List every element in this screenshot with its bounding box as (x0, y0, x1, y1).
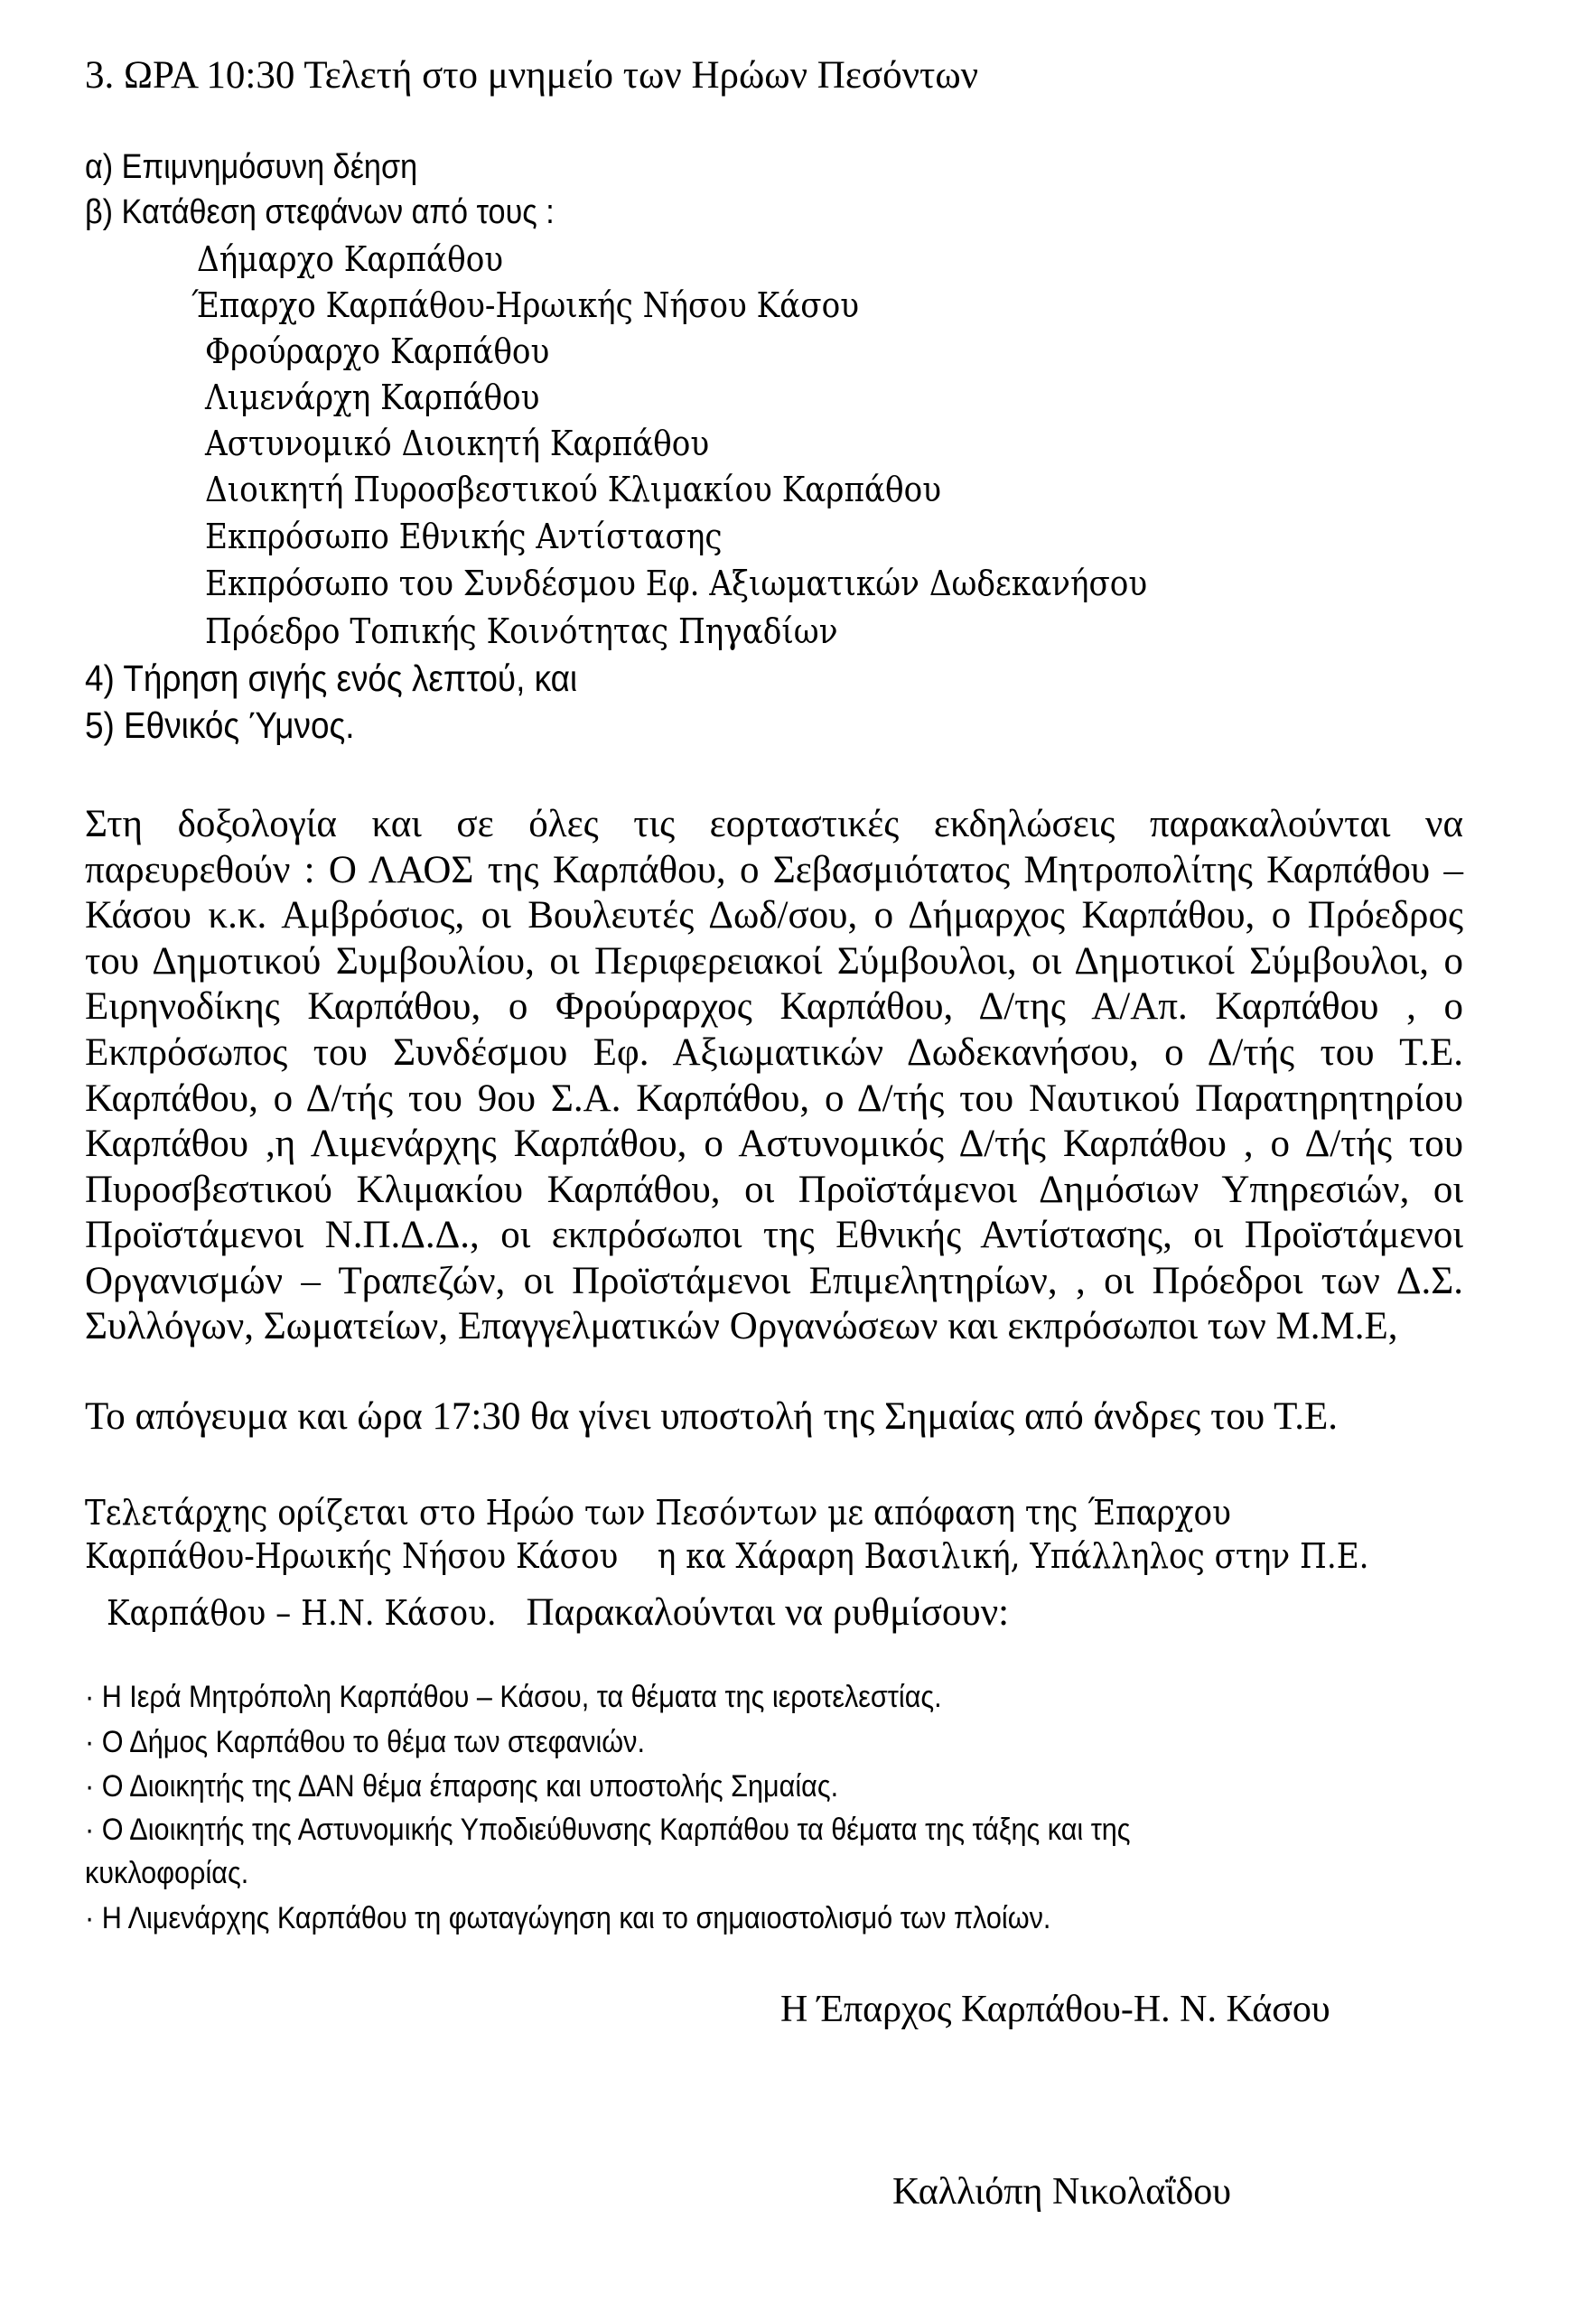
wreath-layer-item: Δήμαρχο Καρπάθου (197, 239, 504, 279)
responsibility-item: · Η Ιερά Μητρόπολη Καρπάθου – Κάσου, τα θέματα της ιεροτελεστίας. (85, 1680, 942, 1714)
responsibility-item: · Ο Δήμος Καρπάθου το θέμα των στεφανιών. (85, 1725, 645, 1759)
responsibility-item: · Ο Διοικητής της Αστυνομικής Υποδιεύθυνσης Καρπάθου τα θέματα της τάξης και της (85, 1813, 1131, 1847)
paragraph-line: του Δημοτικού Συμβουλίου, οι Περιφερειακοί Σύμβουλοι, οι Δημοτικοί Σύμβουλοι, ο (85, 940, 1463, 983)
paragraph-line: Κάσου κ.κ. Αμβρόσιος, οι Βουλευτές Δωδ/σου, ο Δήμαρχος Καρπάθου, ο Πρόεδρος (85, 894, 1463, 937)
paragraph-line: Καρπάθου, ο Δ/τής του 9ου Σ.Α. Καρπάθου, ο Δ/τής του Ναυτικού Παρατηρητηρίου (85, 1077, 1463, 1120)
ceremony-master-line: Καρπάθου-Ηρωικής Νήσου Κάσου η κα Χάραρη Βασιλική, Υπάλληλος στην Π.Ε. (85, 1536, 1369, 1576)
paragraph-line: Προϊστάμενοι Ν.Π.Δ.Δ., οι εκπρόσωποι της Εθνικής Αντίστασης, οι Προϊστάμενοι (85, 1214, 1463, 1256)
program-item-4: 4) Τήρηση σιγής ενός λεπτού, και (85, 657, 578, 699)
paragraph-line: Εκπρόσωπος του Συνδέσμου Εφ. Αξιωματικών Δωδεκανήσου, ο Δ/τής του Τ.Ε. (85, 1031, 1463, 1074)
responsibility-item: · Η Λιμενάρχης Καρπάθου τη φωταγώγηση και το σημαιοστολισμό των πλοίων. (85, 1901, 1051, 1935)
program-item-5: 5) Εθνικός Ύμνος. (85, 704, 355, 746)
ceremony-master-line (85, 1579, 1009, 1646)
wreath-layer-item: Λιμενάρχη Καρπάθου (205, 378, 540, 417)
paragraph-line: παρευρεθούν : Ο ΛΑΟΣ της Καρπάθου, ο Σεβασμιότατος Μητροπολίτης Καρπάθου – (85, 849, 1463, 891)
responsibility-item: · Ο Διοικητής της ΔΑΝ θέμα έπαρσης και υποστολής Σημαίας. (85, 1769, 839, 1804)
signature-name: Καλλιόπη Νικολαΐδου (892, 2171, 1232, 2213)
ceremony-master-line3-serif: Καρπάθου – Η.Ν. Κάσου. (107, 1593, 497, 1633)
paragraph-line: Στη δοξολογία και σε όλες τις εορταστικές εκδηλώσεις παρακαλούνται να (85, 803, 1463, 845)
paragraph-line: Οργανισμών – Τραπεζών, οι Προϊστάμενοι Επιμελητηρίων, , οι Πρόεδροι των Δ.Σ. (85, 1260, 1463, 1302)
program-item-b: β) Κατάθεση στεφάνων από τους : (85, 193, 555, 231)
wreath-layer-item: Εκπρόσωπο Εθνικής Αντίστασης (205, 517, 723, 556)
ceremony-master-line3-times: Παρακαλούνται να ρυθμίσουν: (516, 1591, 1010, 1634)
paragraph-line: Πυροσβεστικού Κλιμακίου Καρπάθου, οι Προϊστάμενοι Δημόσιων Υπηρεσιών, οι (85, 1169, 1463, 1211)
ceremony-master-line: Τελετάρχης ορίζεται στο Ηρώο των Πεσόντων με απόφαση της Έπαρχου (85, 1493, 1231, 1533)
paragraph-line: Ειρηνοδίκης Καρπάθου, ο Φρούραρχος Καρπάθου, Δ/της Α/Απ. Καρπάθου , ο (85, 985, 1463, 1028)
wreath-layer-item: Πρόεδρο Τοπικής Κοινότητας Πηγαδίων (205, 611, 838, 651)
signature-role: Η Έπαρχος Καρπάθου-Η. Ν. Κάσου (780, 1989, 1330, 2030)
wreath-layer-item: Αστυνομικό Διοικητή Καρπάθου (205, 424, 710, 463)
wreath-layer-item: Εκπρόσωπο του Συνδέσμου Εφ. Αξιωματικών Δωδεκανήσου (205, 564, 1148, 603)
wreath-layer-item: Φρούραρχο Καρπάθου (205, 331, 550, 371)
program-item-a: α) Επιμνημόσυνη δέηση (85, 148, 418, 186)
flag-lowering-note: Το απόγευμα και ώρα 17:30 θα γίνει υποστολή της Σημαίας από άνδρες του Τ.Ε. (85, 1395, 1338, 1438)
paragraph-line: Συλλόγων, Σωματείων, Επαγγελματικών Οργανώσεων και εκπρόσωποι των Μ.Μ.Ε, (85, 1305, 1398, 1347)
wreath-layer-item: Έπαρχο Καρπάθου-Ηρωικής Νήσου Κάσου (191, 285, 859, 325)
section-title: 3. ΩΡΑ 10:30 Τελετή στο μνημείο των Ηρώων Πεσόντων (85, 54, 979, 97)
responsibility-item-continuation: κυκλοφορίας. (85, 1856, 249, 1890)
paragraph-line: Καρπάθου ,η Λιμενάρχης Καρπάθου, ο Αστυνομικός Δ/τής Καρπάθου , ο Δ/τής του (85, 1123, 1463, 1165)
wreath-layer-item: Διοικητή Πυροσβεστικού Κλιμακίου Καρπάθου (205, 470, 941, 509)
